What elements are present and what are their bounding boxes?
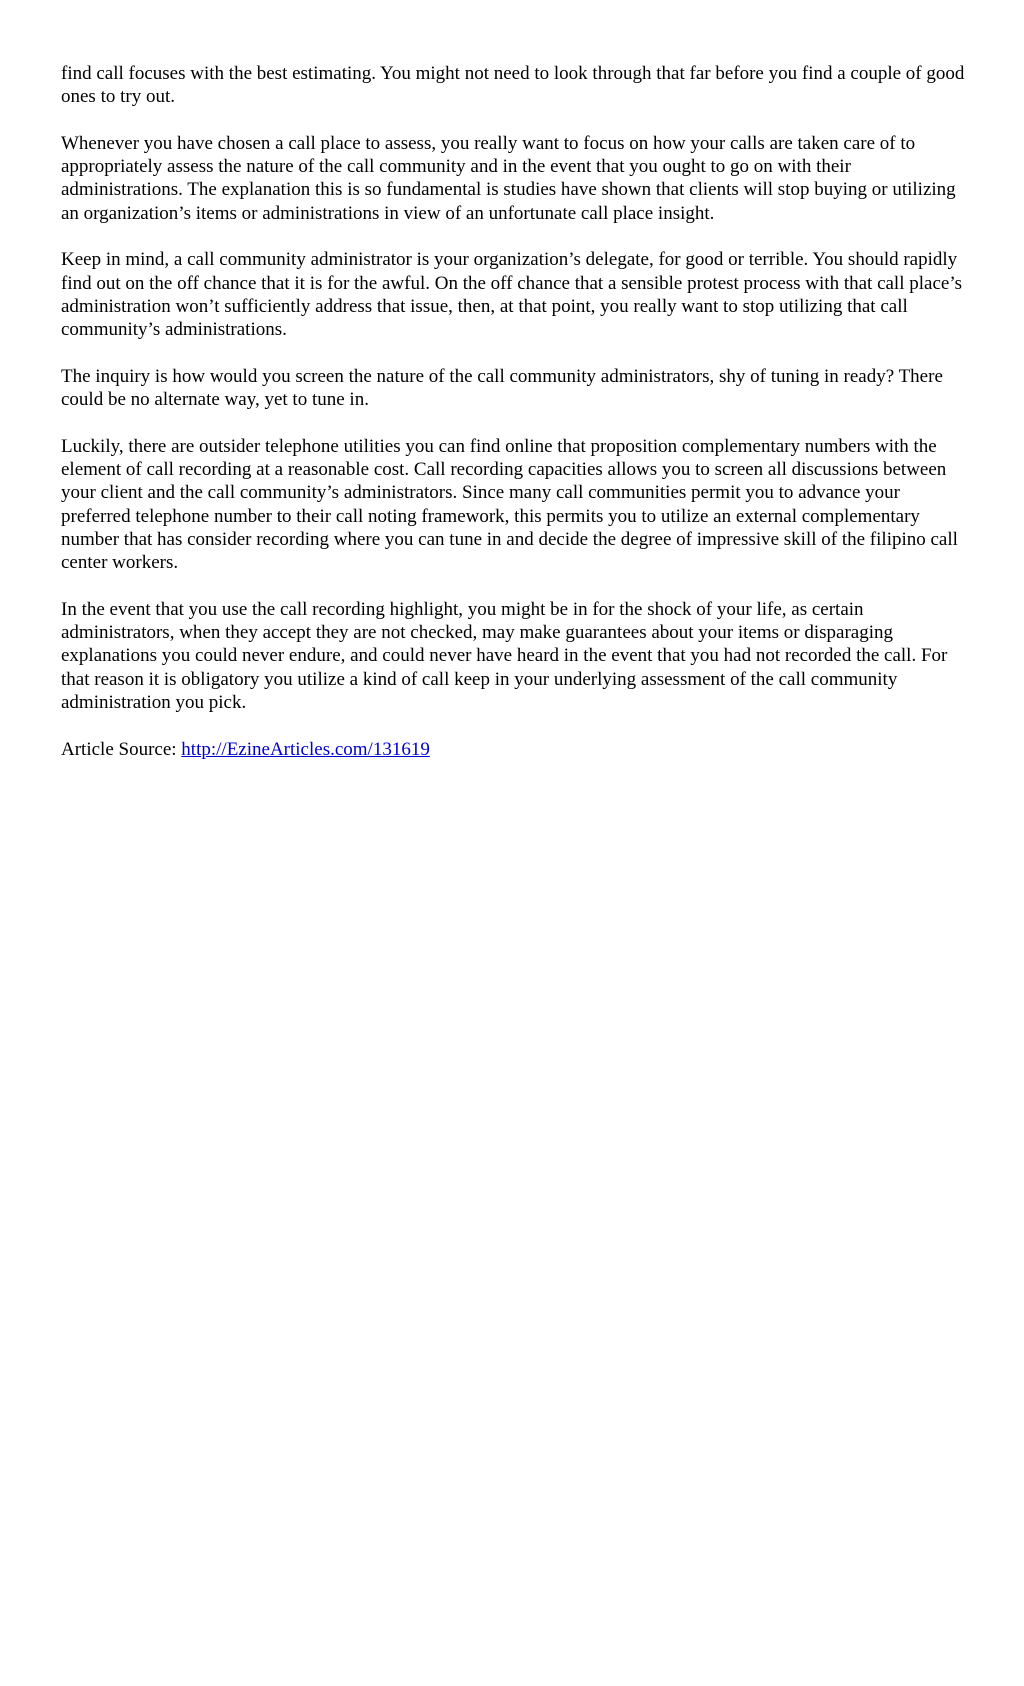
article-source [61,738,973,761]
paragraph: Keep in mind, a call community administrator is your organization’s delegate, for good or terrible. You should rapidly find out on the off chance that it is for the awful. On the off chance that a sensible protest process with that call place’s administration won’t sufficiently address that issue, then, at that point, you really want to stop utilizing that call community’s administrations. [61,249,962,341]
article-source-label: Article Source: [61,738,182,760]
paragraph: Luckily, there are outsider telephone utilities you can find online that proposition complementary numbers with the element of call recording at a reasonable cost. Call recording capacities allows you to screen all discussions between your client and the call community’s administrators. Since many call communities permit you to advance your preferred telephone number to their call noting framework, this permits you to utilize an external complementary number that has consider recording where you can tune in and decide the degree of impressive skill of the filipino call center workers. [61,435,958,574]
paragraph: find call focuses with the best estimating. You might not need to look through that far before you find a couple of good ones to try out. [61,63,965,108]
paragraph: Whenever you have chosen a call place to assess, you really want to focus on how your calls are taken care of to appropriately assess the nature of the call community and in the event that you ought to go on with their administrations. The explanation this is so fundamental is studies have shown that clients will stop buying or utilizing an organization’s items or administrations in view of an unfortunate call place insight. [61,132,956,224]
article-source-link[interactable]: http://EzineArticles.com/131619 [181,738,430,760]
paragraph: In the event that you use the call recording highlight, you might be in for the shock of your life, as certain administrators, when they accept they are not checked, may make guarantees about your items or disparaging explanations you could never endure, and could never have heard in the event that you had not recorded the call. For that reason it is obligatory you utilize a kind of call keep in your underlying assessment of the call community administration you pick. [61,598,948,714]
paragraph: The inquiry is how would you screen the nature of the call community administrators, shy of tuning in ready? There could be no alternate way, yet to tune in. [61,365,943,411]
document-page [61,62,973,784]
